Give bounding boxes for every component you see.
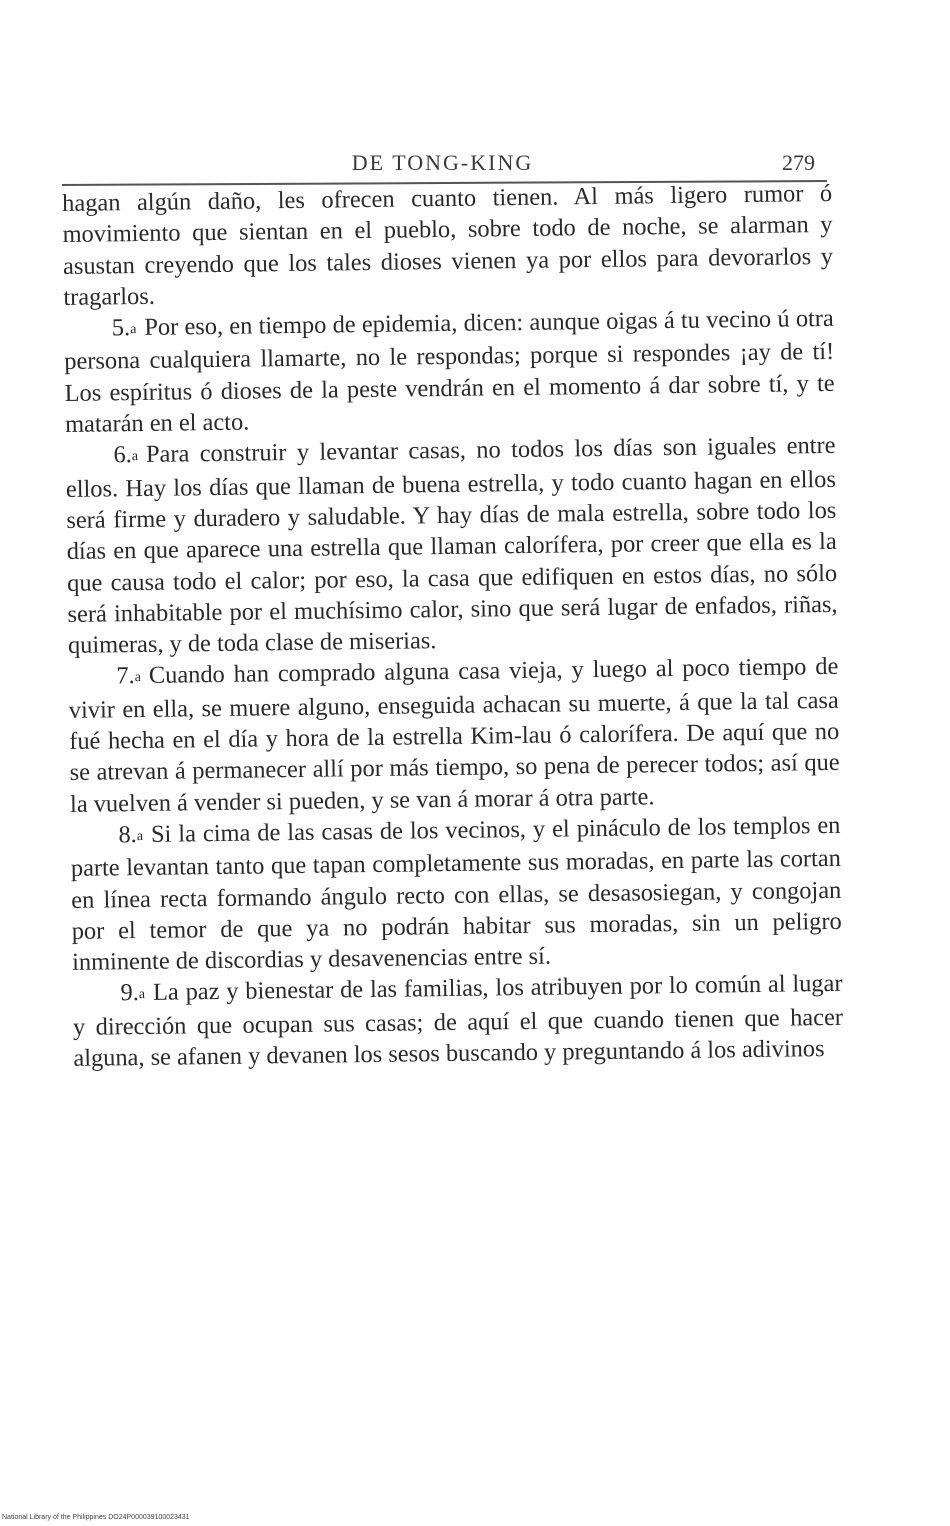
paragraph-7 [68, 651, 840, 820]
ordinal-suffix: a [138, 987, 146, 1003]
paragraph-text: Si la cima de las casas de los vecinos, y el pináculo de los templos en parte levantan tanto que tapan completamente sus moradas, en parte las cortan en línea recta formando ángulo recto con ellas, se desasosiegan, y congojan por el temor de que ya no podrán habitar sus moradas, sin un peligro inminente de discordias y desavenencias entre sí. [70, 811, 842, 977]
scan-footer: National Library of the Philippines DO24P000039100023431 [2, 1514, 190, 1521]
paragraph-number: 5. [111, 314, 131, 342]
paragraph-5 [64, 303, 836, 440]
body-text [62, 178, 844, 1074]
ordinal-suffix: a [134, 670, 142, 686]
paragraph-6 [65, 430, 838, 661]
running-head-title: DE TONG-KING [351, 150, 534, 175]
running-head [60, 150, 825, 180]
paragraph-text: Para construir y levantar casas, no todos los días son iguales entre ellos. Hay los días que llaman de buena estrella, y todo cuanto hagan en ellos será firme y duradero y saludable. Y hay días de mala estrella, sobre todo los días en que aparece una estrella que llaman calorífera, por creer que ella es la que causa todo el calor; por eso, la casa que edifiquen en estos días, no sólo será inhabitable por el muchísimo calor, sino que será lugar de enfados, riñas, quimeras, y de toda clase de miserias. [65, 432, 838, 660]
paragraph-number: 7. [116, 662, 135, 690]
paragraph-continued [62, 178, 834, 313]
ordinal-suffix: a [130, 322, 137, 338]
paragraph-text: Por eso, en tiempo de epidemia, dicen: aunque oigas á tu vecino ú otra persona cualquiera llamarte, no le respondas; porque si respondes ¡ay de tí! Los espíritus ó dioses de la peste vendrán en el momento á dar sobre tí, y te matarán en el acto. [64, 305, 835, 439]
page-number: 279 [782, 150, 815, 175]
ordinal-suffix: a [136, 828, 144, 845]
paragraph-text: Cuando han comprado alguna casa vieja, y luego al poco tiempo de vivir en ella, se muere alguno, enseguida achacan su muerte, á que la tal casa fué hecha en el día y hora de la estrella Kim-lau ó calorífera. De aquí que no se atrevan á permanecer allí por más tiempo, so pena de perecer todos; así que la vuelven á vender si pueden, y se van á morar á otra parte. [68, 653, 840, 818]
paragraph-number: 6. [113, 441, 132, 469]
paragraph-text: hagan algún daño, les ofrecen cuanto tienen. Al más ligero rumor ó movimiento que sientan en el pueblo, sobre todo de noche, se alarman y asustan creyendo que los tales dioses vienen ya por ellos para devorarlos y tragarlos. [62, 179, 834, 311]
paragraph-text: La paz y bienestar de las familias, los atribuyen por lo común al lugar y dirección que ocupan sus casas; de aquí el que cuando tienen que hacer alguna, se afanen y devanen los sesos buscando y preguntando á los adivinos [72, 970, 844, 1072]
paragraph-9 [72, 968, 843, 1074]
paragraph-8 [70, 810, 842, 979]
paragraph-number: 9. [120, 979, 140, 1007]
ordinal-suffix: a [131, 449, 139, 465]
paragraph-number: 8. [118, 821, 137, 849]
